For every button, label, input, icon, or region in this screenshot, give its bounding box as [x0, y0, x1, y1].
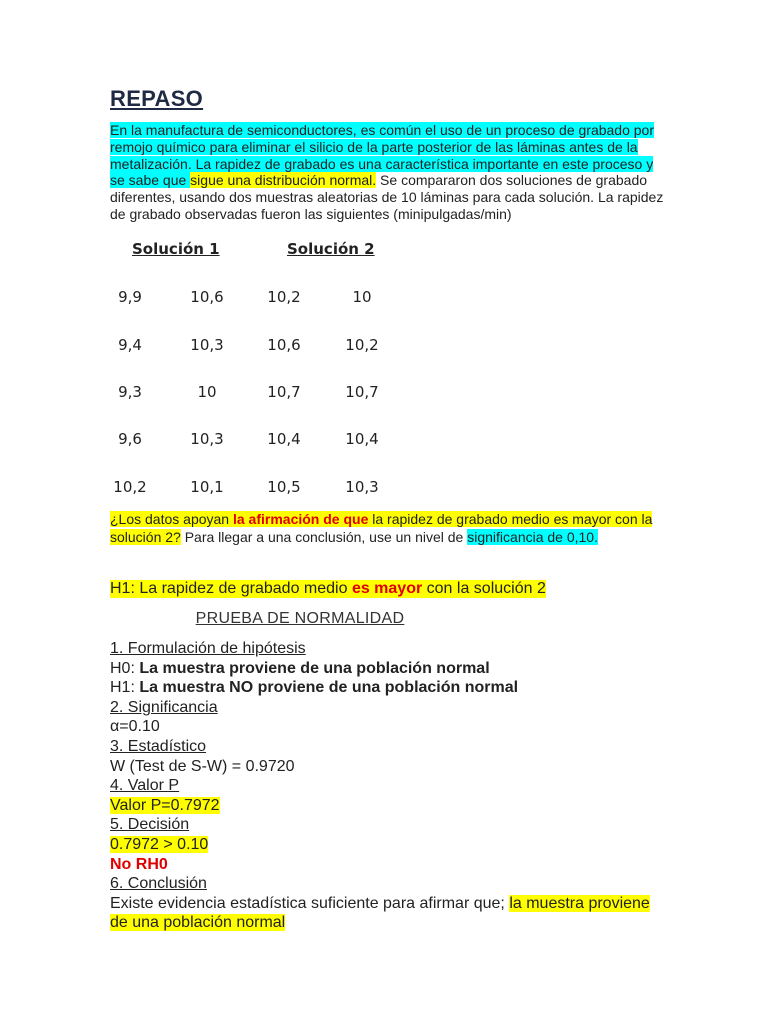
- question-part-1: ¿Los datos apoyan: [110, 511, 233, 527]
- h1-line: [110, 678, 670, 698]
- step-2-heading: 2. Significancia: [110, 698, 218, 716]
- decision: No RH0: [110, 855, 168, 873]
- question-part-4: Para llegar a una conclusión, use un nivel de: [180, 528, 468, 545]
- step-5-heading: 5. Decisión: [110, 816, 190, 834]
- table-cell: 9,3: [118, 383, 142, 401]
- intro-paragraph: [110, 122, 670, 223]
- question-emphasis: la afirmación de que: [232, 511, 369, 527]
- table-cell: 10: [352, 288, 372, 306]
- column-header-solucion-1: Solución 1: [132, 240, 220, 258]
- table-cell: 10,7: [345, 383, 379, 401]
- test-statistic: W (Test de S-W) = 0.9720: [110, 757, 295, 775]
- table-cell: 10,7: [267, 383, 301, 401]
- conclusion-highlight: la muestra proviene de una población normal: [110, 894, 650, 932]
- table-cell: 10,1: [190, 478, 224, 496]
- table-cell: 10,2: [267, 288, 301, 306]
- page-title: REPASO: [110, 86, 204, 111]
- intro-highlight-3: sigue una distribución normal.: [190, 172, 377, 189]
- table-cell: 10,3: [190, 336, 224, 354]
- table-cell: 10: [197, 383, 217, 401]
- table-cell: 10,4: [267, 430, 301, 448]
- table-cell: 10,2: [113, 478, 147, 496]
- h0-text: La muestra proviene de una población normal: [139, 659, 490, 677]
- normality-test-title: PRUEBA DE NORMALIDAD: [195, 610, 405, 627]
- column-header-solucion-2: Solución 2: [287, 240, 375, 258]
- comparison-line: [110, 835, 670, 855]
- p-value-line: [110, 796, 670, 816]
- step-1-heading: 1. Formulación de hipótesis: [110, 640, 306, 657]
- alpha-value: α=0.10: [110, 718, 160, 736]
- normality-steps: [110, 639, 670, 933]
- intro-highlight-1: En la manufactura de semiconductores, es común el uso de un proceso de grabado por remojo químico para eliminar el silicio de la parte posterior de las láminas antes de la metalización.: [110, 122, 654, 172]
- table-cell: 10,6: [267, 336, 301, 354]
- question-paragraph: [110, 511, 670, 546]
- table-cell: 10,2: [345, 336, 379, 354]
- step-4-heading: 4. Valor P: [110, 777, 180, 795]
- question-part-3: la rapidez de grabado medio es mayor con la solución 2?: [110, 511, 653, 545]
- table-cell: 10,4: [345, 430, 379, 448]
- table-cell: 10,6: [190, 288, 224, 306]
- intro-highlight-2: La rapidez de grabado es una característica importante en este proceso y se sabe que: [110, 155, 654, 189]
- table-cell: 9,6: [118, 430, 142, 448]
- comparison: 0.7972 > 0.10: [110, 835, 209, 853]
- hypothesis-text-end: con la solución 2: [422, 580, 546, 597]
- h1-label: H1:: [110, 679, 140, 697]
- table-cell: 9,4: [118, 336, 142, 354]
- hypothesis-text: H1: La rapidez de grabado medio: [110, 580, 352, 597]
- step-6-heading: 6. Conclusión: [110, 875, 207, 893]
- table-cell: 10,3: [345, 478, 379, 496]
- question-significance: significancia de 0,10.: [467, 528, 598, 545]
- conclusion-text: Existe evidencia estadística suficiente para afirmar que;: [110, 894, 510, 912]
- table-cell: 9,9: [118, 288, 142, 306]
- table-cell: 10,5: [267, 478, 301, 496]
- h1-text: La muestra NO proviene de una población normal: [139, 679, 519, 697]
- step-3-heading: 3. Estadístico: [110, 737, 207, 755]
- alternative-hypothesis: [110, 580, 546, 598]
- h0-line: [110, 659, 670, 679]
- table-cell: 10,3: [190, 430, 224, 448]
- conclusion: [110, 894, 670, 933]
- h0-label: H0:: [110, 659, 140, 677]
- hypothesis-emphasis: es mayor: [351, 580, 423, 597]
- p-value: Valor P=0.7972: [110, 796, 220, 814]
- intro-rest: Se compararon dos soluciones de grabado diferentes, usando dos muestras aleatorias de 10 láminas para cada solución. La rapidez de grabado observadas fueron las siguientes (minipulgadas/min): [110, 172, 664, 222]
